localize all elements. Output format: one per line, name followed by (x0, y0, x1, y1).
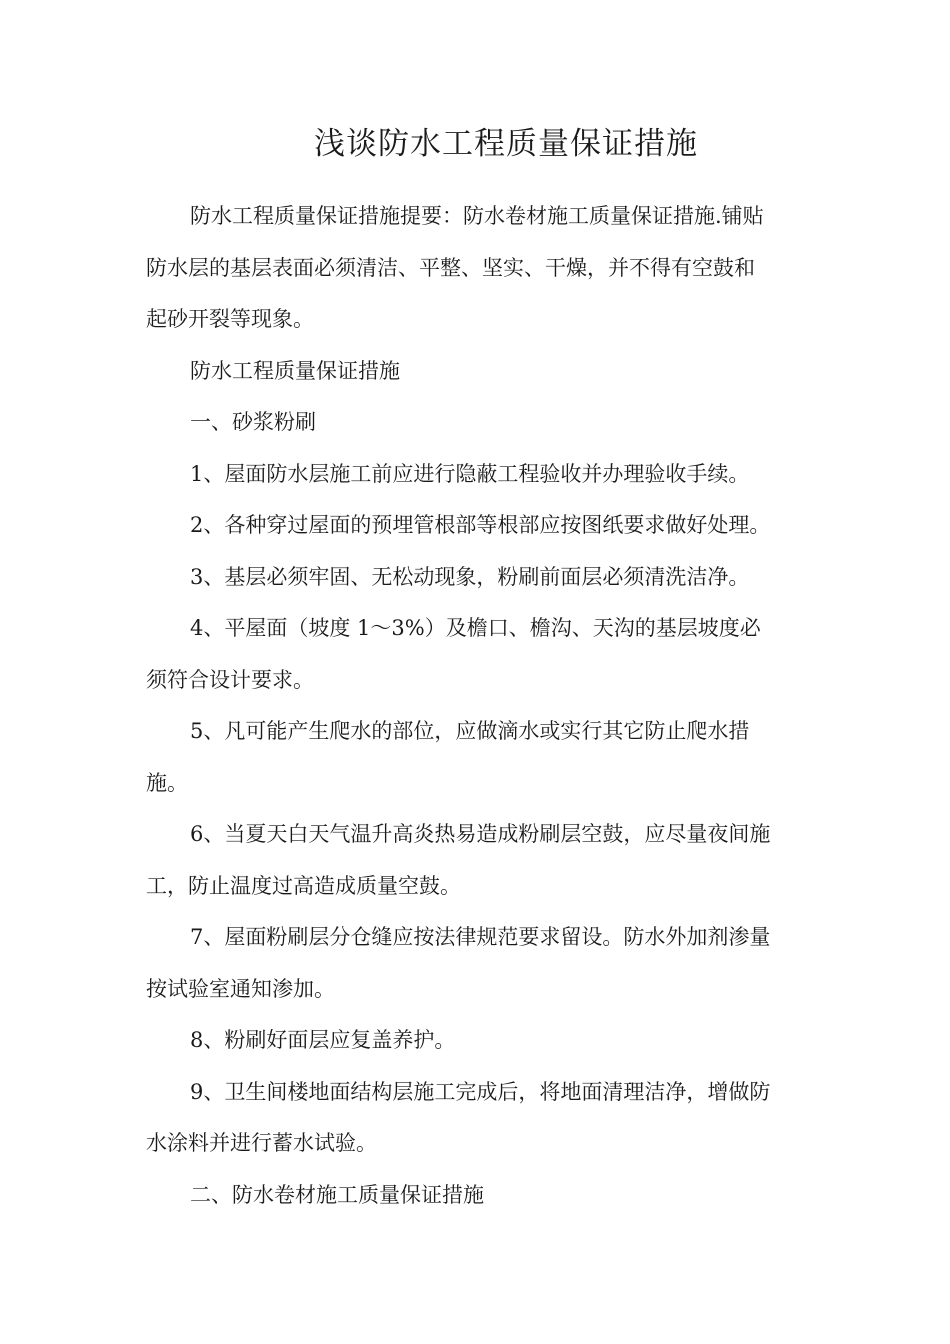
paragraph-line: 须符合设计要求。 (146, 667, 314, 692)
paragraph-line: 3、基层必须牢固、无松动现象，粉刷前面层必须清洗洁净。 (190, 564, 750, 589)
paragraph-line: 2、各种穿过屋面的预埋管根部等根部应按图纸要求做好处理。 (190, 513, 771, 537)
paragraph-line: 防水层的基层表面必须清洁、平整、坚实、干燥，并不得有空鼓和 (146, 255, 755, 280)
paragraph (146, 1015, 810, 1067)
paragraph-line: 一、砂浆粉刷 (190, 410, 316, 434)
paragraph-line: 6、当夏天白天气温升高炎热易造成粉刷层空鼓，应尽量夜间施 (190, 822, 771, 846)
paragraph-line: 1、屋面防水层施工前应进行隐蔽工程验收并办理验收手续。 (190, 461, 750, 486)
paragraph-line: 4、平屋面（坡度 1～3%）及檐口、檐沟、天沟的基层坡度必 (190, 616, 761, 640)
paragraph (146, 552, 810, 604)
paragraph (146, 397, 810, 449)
paragraph-line: 9、卫生间楼地面结构层施工完成后，将地面清理洁净，增做防 (190, 1079, 771, 1104)
paragraph (146, 1067, 810, 1170)
paragraph-line: 二、防水卷材施工质量保证措施 (190, 1182, 484, 1207)
document-body (146, 191, 810, 1221)
paragraph (146, 500, 810, 552)
paragraph-line: 按试验室通知渗加。 (146, 976, 335, 1001)
paragraph-line: 施。 (146, 770, 188, 795)
paragraph (146, 1170, 810, 1222)
paragraph-line: 8、粉刷好面层应复盖养护。 (190, 1028, 456, 1052)
paragraph-line: 防水工程质量保证措施 (190, 358, 400, 383)
paragraph-line: 5、凡可能产生爬水的部位，应做滴水或实行其它防止爬水措 (190, 719, 750, 743)
document-title: 浅谈防水工程质量保证措施 (314, 126, 698, 162)
paragraph (146, 449, 810, 501)
paragraph (146, 706, 810, 809)
paragraph-line: 水涂料并进行蓄水试验。 (146, 1131, 377, 1155)
paragraph (146, 191, 810, 346)
paragraph (146, 809, 810, 912)
paragraph (146, 346, 810, 398)
paragraph-line: 7、屋面粉刷层分仓缝应按法律规范要求留设。防水外加剂渗量 (190, 925, 771, 949)
paragraph-line: 工，防止温度过高造成质量空鼓。 (146, 873, 461, 898)
paragraph (146, 603, 810, 706)
paragraph-line: 防水工程质量保证措施提要：防水卷材施工质量保证措施.铺贴 (190, 204, 764, 228)
paragraph-line: 起砂开裂等现象。 (146, 307, 314, 331)
paragraph (146, 912, 810, 1015)
